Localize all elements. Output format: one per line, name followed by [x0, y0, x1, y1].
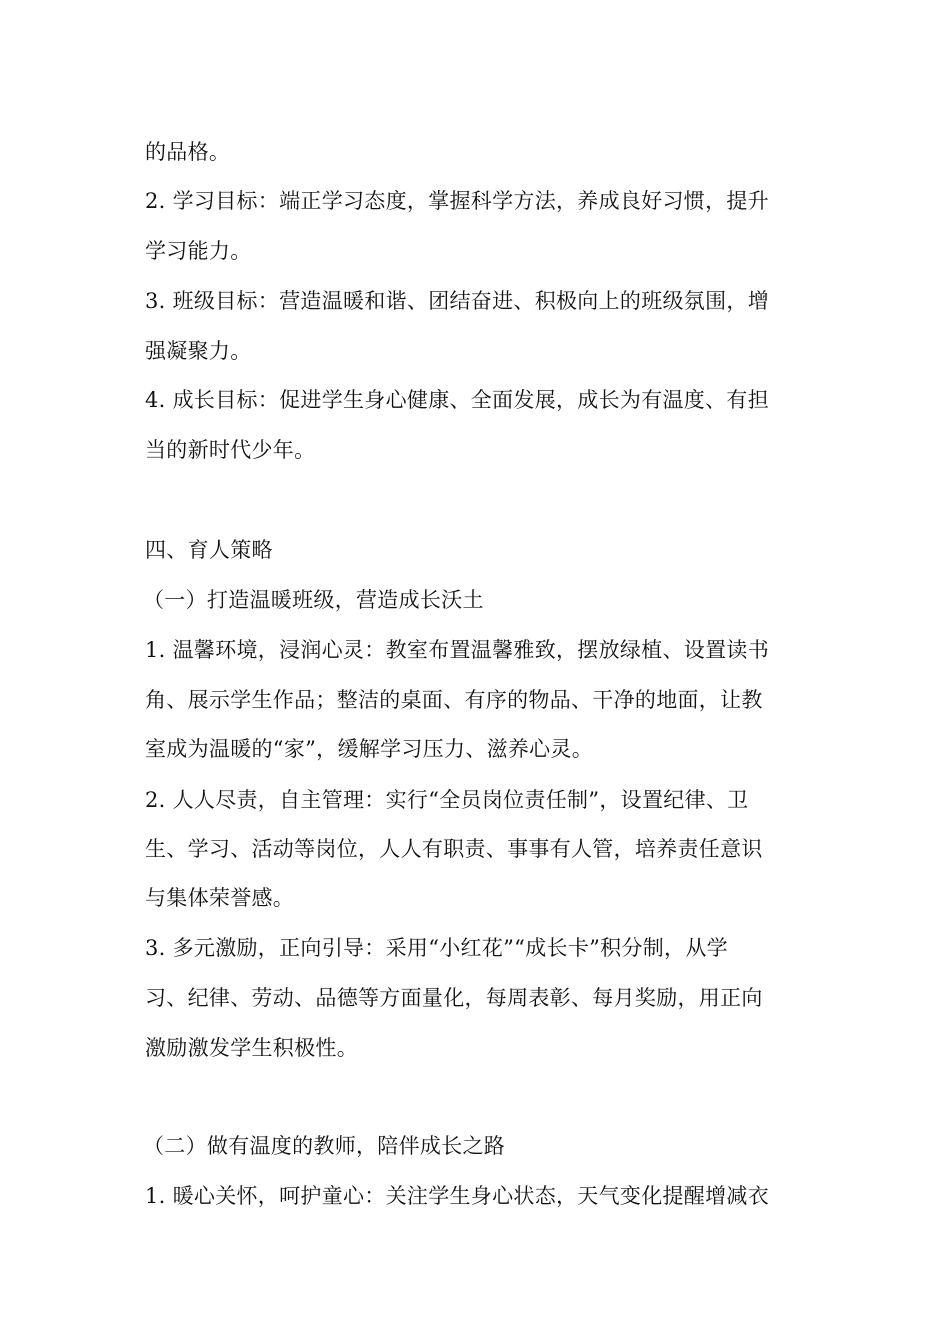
text-line: 2. 人人尽责，自主管理：实行“全员岗位责任制”，设置纪律、卫 [145, 788, 749, 812]
text-line: 习、纪律、劳动、品德等方面量化，每周表彰、每月奖励，用正向 [145, 986, 763, 1010]
text-line: 生、学习、活动等岗位，人人有职责、事事有人管，培养责任意识 [145, 837, 763, 861]
section-heading: 四、育人策略 [145, 538, 273, 562]
text-line: 激励激发学生积极性。 [145, 1036, 358, 1060]
text-line: 3. 班级目标：营造温暖和谐、团结奋进、积极向上的班级氛围，增 [145, 289, 770, 313]
text-line: 1. 暖心关怀，呵护童心：关注学生身心状态，天气变化提醒增减衣 [145, 1184, 770, 1208]
text-line: 4. 成长目标：促进学生身心健康、全面发展，成长为有温度、有担 [145, 388, 770, 412]
subsection-heading: （二）做有温度的教师，陪伴成长之路 [143, 1134, 506, 1158]
text-line: 室成为温暖的“家”，缓解学习压力、滋养心灵。 [145, 737, 594, 761]
text-line: 与集体荣誉感。 [145, 886, 295, 910]
text-line: 强凝聚力。 [145, 339, 252, 363]
text-line: 3. 多元激励，正向引导：采用“小红花”“成长卡”积分制，从学 [145, 936, 728, 960]
text-line: 当的新时代少年。 [145, 438, 316, 462]
text-line: 的品格。 [145, 140, 231, 164]
text-line: 2. 学习目标：端正学习态度，掌握科学方法，养成良好习惯，提升 [145, 189, 770, 213]
text-line: 1. 温馨环境，浸润心灵：教室布置温馨雅致，摆放绿植、设置读书 [145, 638, 770, 662]
text-line: 角、展示学生作品；整洁的桌面、有序的物品、干净的地面，让教 [145, 688, 763, 712]
subsection-heading: （一）打造温暖班级，营造成长沃土 [143, 588, 484, 612]
text-line: 学习能力。 [145, 239, 252, 263]
